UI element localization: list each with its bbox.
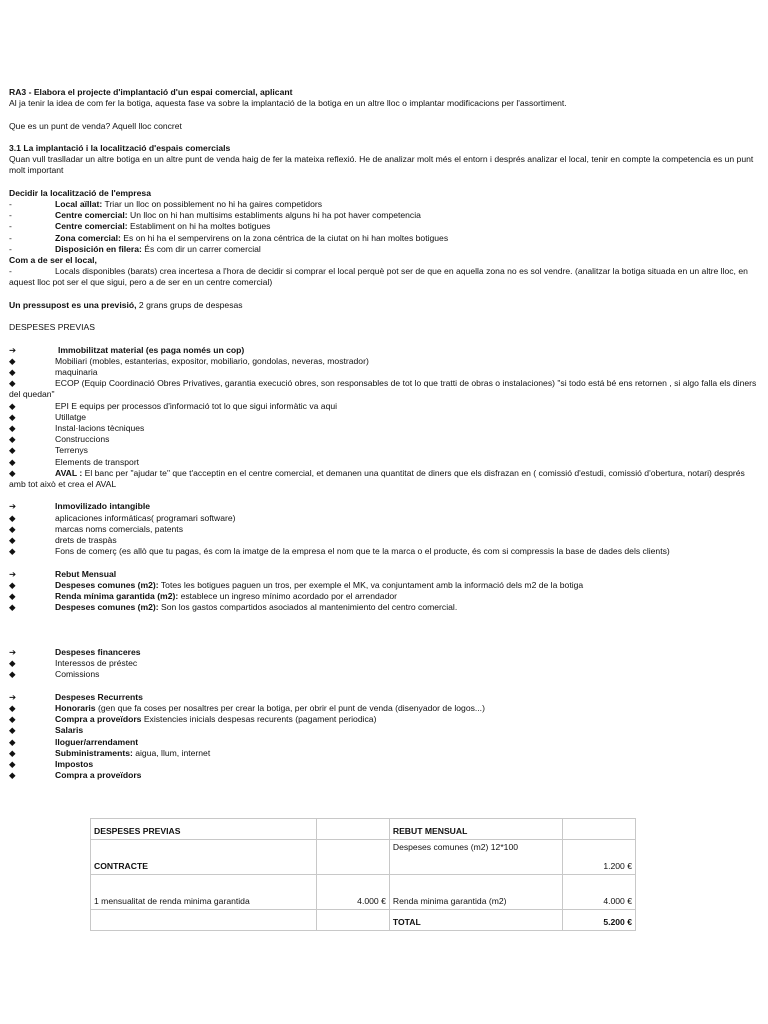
recurrents-heading: ➔ Despeses Recurrents [9,691,143,702]
list-item: ◆ lloguer/arrendament [9,736,139,747]
intro-text: Al ja tenir la idea de com fer la botiga, aquesta fase va sobre la implantació de la botiga en un altre lloc o implantar modificacions per l'assortiment. [9,98,567,109]
list-item: ◆ Despeses comunes (m2): Totes les botigues paguen un tros, per exemple el MK, va conjuntament amb la informació dels m2 de la botiga [9,579,584,590]
local-item: - Locals disponibles (barats) crea incertesa a l'hora de decidir si comprar el local perquè pot ser de que en aquella zona no es sol vendre. (analitzar la botiga situada en un altre lloc, en aquest lloc pot ser el que sigui, pero a de ser en un centre comercial) [9,266,748,288]
list-item: ◆ drets de traspàs [9,535,117,546]
list-item: - Local aïllat: Triar un lloc on possiblement no hi ha gaires competidors [9,198,323,209]
list-item: ◆ Salaris [9,725,84,736]
list-item: ◆ Subministraments: aigua, llum, internet [9,747,211,758]
budget-table [90,818,636,931]
document-body [9,87,759,781]
intangible-heading: ➔ Inmovilizado intangible [9,501,151,512]
list-item: - Centre comercial: Un lloc on hi han multisims establiments alguns hi ha pot haver competencia [9,210,421,221]
table-row: 1 mensualitat de renda minima garantida 4.000 € Renda minima garantida (m2) 4.000 € [91,875,636,910]
rebut-heading: ➔ Rebut Mensual [9,568,117,579]
financeres-heading: ➔ Despeses financeres [9,646,141,657]
list-item: ◆ Mobiliari (mobles, estanterias, expositor, mobiliario, gondolas, neveras, mostrador) [9,355,369,366]
list-item: ◆ Elements de transport [9,456,140,467]
heading: RA3 - Elabora el projecte d'implantació d'un espai comercial, aplicant [9,87,293,97]
question-text: Que es un punt de venda? Aquell lloc concret [9,120,182,131]
list-item: ◆ Despeses comunes (m2): Son los gastos compartidos asociados al mantenimiento del centro comercial. [9,602,458,613]
aval-item: ◆ AVAL : El banc per "ajudar te" que t'acceptin en el centre comercial, et demanen una quantitat de diners que els disfrazan en ( comissió d'estudi, comissió d'obertura, notari) després amb tot això et crea el AVAL [9,467,745,490]
localitzacio-title: Decidir la localització de l'empresa [9,187,151,198]
list-item: ◆ Impostos [9,759,94,769]
list-item: ◆ Renda mínima garantida (m2): establece un ingreso mínimo acordado por el arrendador [9,591,397,602]
list-item: - Zona comercial: Es on hi ha el sempervirens on la zona céntrica de la ciutat on hi han moltes botigues [9,232,449,243]
section-3-1-title: 3.1 La implantació i la localització d'espais comercials [9,142,231,153]
local-title: Com a de ser el local, [9,255,97,265]
table-row: DESPESES PREVIAS REBUT MENSUAL [91,819,636,840]
list-item: ◆ Construccions [9,434,110,445]
list-item: ◆ maquinaria [9,366,98,377]
list-item: ◆ EPI E equips per processos d'informació tot lo que sigui informàtic va aqui [9,400,338,411]
list-item: ◆ Comissions [9,669,100,680]
list-item: ◆ ECOP (Equip Coordinació Obres Privatives, garantia execució obres, son responsables de tot lo que tratti de obras o instalaciones) "si todo está bé ens retornen , si algo falla els diners del quedan" [9,378,757,400]
list-item: ◆ Interessos de préstec [9,658,138,669]
immobilitzat-heading: ➔ Immobilitzat material (es paga només un cop) [9,344,245,355]
pressupost-text: Un pressupost es una previsió, 2 grans grups de despesas [9,299,243,310]
list-item: ◆ Honoraris (gen que fa coses per nosaltres per crear la botiga, per obrir el punt de venda (disenyador de logos...) [9,702,485,713]
list-item: - Centre comercial: Establiment on hi ha moltes botigues [9,221,271,232]
list-item: ◆ Compra a proveïdors [9,770,142,781]
list-item: ◆ Compra a proveïdors Existencies inicials despesas recurents (pagament periodica) [9,714,377,725]
despeses-previas-title: DESPESES PREVIAS [9,322,95,333]
list-item: ◆ Terrenys [9,445,88,456]
list-item: ◆ marcas noms comercials, patents [9,523,183,534]
table-row: TOTAL 5.200 € [91,910,636,931]
list-item: ◆ Utillatge [9,411,87,422]
list-item: ◆ Fons de comerç (es allò que tu pagas, és com la imatge de la empresa el nom que te la marca o el producte, és com si compressis la base de dades dels clients) [9,546,670,557]
list-item: ◆ aplicaciones informáticas( programari software) [9,512,236,523]
list-item: - Disposición en filera: És com dir un carrer comercial [9,243,261,254]
list-item: ◆ Instal·lacions tècniques [9,423,145,433]
table-row: CONTRACTE Despeses comunes (m2) 12*100 1.200 € [91,840,636,875]
section-3-1-text: Quan vull traslladar un altre botiga en un altre punt de venda haig de fer la mateixa reflexió. He de analizar molt més el entorn i després analizar el local, tenir en compte la competencia es un punt molt important [9,154,754,176]
